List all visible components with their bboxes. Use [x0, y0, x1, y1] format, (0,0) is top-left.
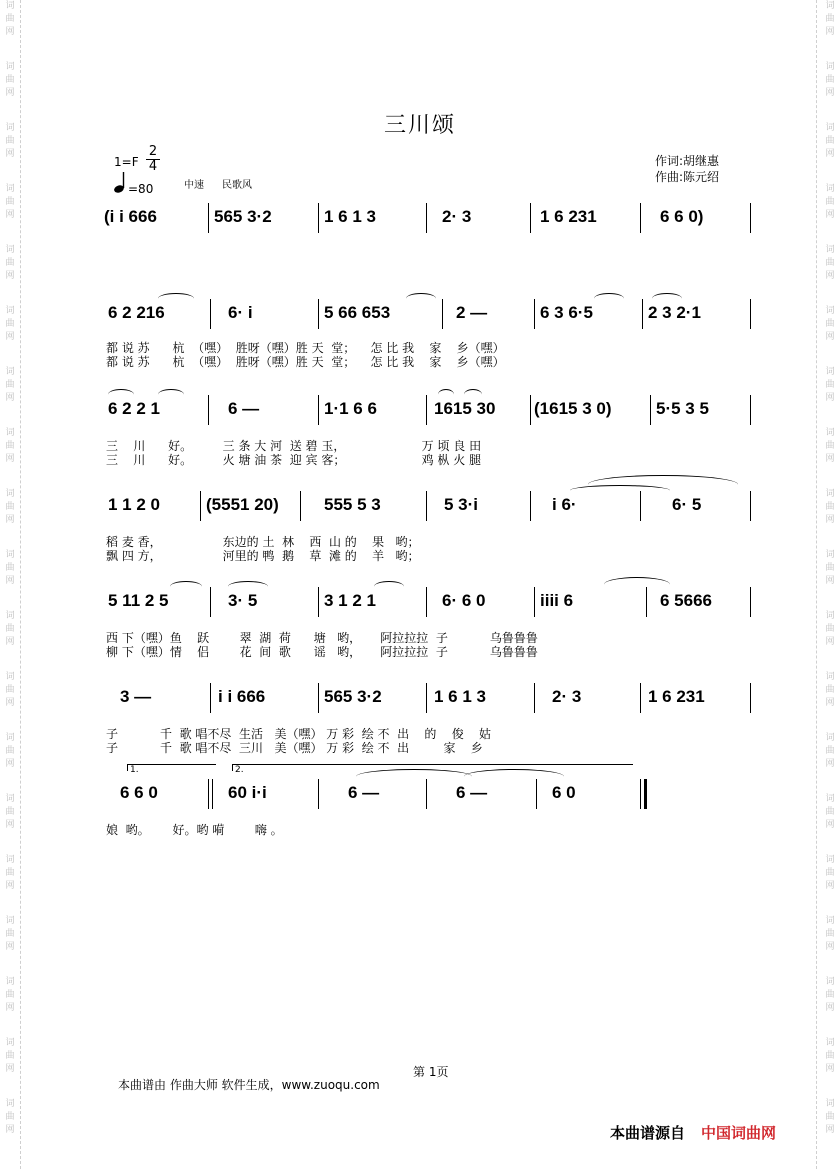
- watermark-glyph: 网: [5, 881, 15, 891]
- watermark-glyph: 网: [5, 271, 15, 281]
- watermark-glyph: 曲: [825, 685, 835, 695]
- watermark-glyph: 网: [825, 881, 835, 891]
- watermark-glyph: 词: [825, 367, 835, 377]
- watermark-glyph: 网: [5, 515, 15, 525]
- generator-credit: 本曲谱由 作曲大师 软件生成，www.zuoqu.com: [118, 1078, 380, 1092]
- watermark-glyph: 词: [5, 1, 15, 11]
- measure: 60 i·i: [228, 783, 267, 802]
- measure: 1 6 1 3: [434, 687, 486, 706]
- watermark-glyph: 曲: [825, 319, 835, 329]
- measure: 6 0: [552, 783, 576, 802]
- watermark-glyph: 词: [5, 184, 15, 194]
- watermark-glyph: 曲: [5, 990, 15, 1000]
- watermark-glyph: 词: [5, 611, 15, 621]
- watermark-glyph: 曲: [5, 807, 15, 817]
- measure: iiii 6: [540, 591, 574, 610]
- first-ending-bracket: 1.: [127, 764, 216, 771]
- time-top: 2: [148, 144, 158, 159]
- watermark-right: [823, 0, 837, 1159]
- key-signature: 1=F: [114, 155, 139, 169]
- watermark-glyph: 曲: [825, 929, 835, 939]
- measure: 5 3·i: [444, 495, 479, 514]
- watermark-glyph: 曲: [825, 502, 835, 512]
- lyrics-verse-1: 西 下（嘿）鱼 跃 翠 湖 荷 塘 哟， 阿拉拉拉 子 乌鲁鲁鲁: [106, 631, 538, 645]
- watermark-glyph: 词: [825, 1099, 835, 1109]
- measure: 555 5 3: [324, 495, 381, 514]
- watermark-glyph: 词: [825, 245, 835, 255]
- watermark-glyph: 词: [825, 123, 835, 133]
- watermark-glyph: 词: [825, 672, 835, 682]
- watermark-glyph: 词: [5, 977, 15, 987]
- watermark-glyph: 曲: [825, 1112, 835, 1122]
- watermark-glyph: 词: [5, 123, 15, 133]
- watermark-glyph: 网: [825, 454, 835, 464]
- lyrics-verse-2: 飘 四 方， 河里的 鸭 鹅 草 滩 的 羊 哟；: [106, 549, 420, 563]
- measure: (5551 20): [206, 495, 279, 514]
- measure: 6· 5: [672, 495, 702, 514]
- measure: 565 3·2: [324, 687, 382, 706]
- watermark-glyph: 网: [825, 149, 835, 159]
- watermark-glyph: 曲: [5, 441, 15, 451]
- watermark-glyph: 网: [5, 149, 15, 159]
- lyrics-verse-2: 子 千 歌 唱不尽 三川 美（嘿） 万 彩 绘 不 出 家 乡: [106, 741, 483, 755]
- watermark-glyph: 词: [5, 1038, 15, 1048]
- measure: 3· 5: [228, 591, 258, 610]
- watermark-glyph: 曲: [825, 136, 835, 146]
- watermark-glyph: 词: [825, 733, 835, 743]
- watermark-glyph: 曲: [5, 502, 15, 512]
- measure: 2 —: [456, 303, 488, 322]
- watermark-glyph: 词: [825, 611, 835, 621]
- watermark-glyph: 词: [825, 794, 835, 804]
- watermark-glyph: 网: [825, 332, 835, 342]
- watermark-glyph: 网: [825, 515, 835, 525]
- watermark-glyph: 词: [825, 855, 835, 865]
- watermark-glyph: 曲: [825, 868, 835, 878]
- watermark-glyph: 网: [5, 27, 15, 37]
- measure: (i i 666: [104, 207, 157, 226]
- watermark-glyph: 曲: [5, 746, 15, 756]
- watermark-glyph: 网: [5, 820, 15, 830]
- measure: 1615 30: [434, 399, 496, 418]
- watermark-glyph: 网: [825, 637, 835, 647]
- watermark-glyph: 网: [825, 1125, 835, 1135]
- speed-marking: 中速: [184, 180, 204, 191]
- watermark-glyph: 网: [825, 88, 835, 98]
- lyrics-verse-1: 稻 麦 香， 东边的 土 林 西 山 的 果 哟；: [106, 535, 420, 549]
- watermark-glyph: 网: [5, 759, 15, 769]
- watermark-glyph: 网: [825, 1064, 835, 1074]
- watermark-glyph: 网: [5, 454, 15, 464]
- watermark-glyph: 词: [5, 733, 15, 743]
- measure: 6 6 0): [660, 207, 704, 226]
- source-site-link[interactable]: 中国词曲网: [701, 1124, 777, 1142]
- watermark-glyph: 词: [5, 245, 15, 255]
- source-label: 本曲谱源自: [610, 1124, 686, 1142]
- measure: 1 6 231: [540, 207, 597, 226]
- watermark-glyph: 网: [825, 271, 835, 281]
- watermark-glyph: 曲: [825, 258, 835, 268]
- measure: 5 11 2 5: [108, 591, 169, 610]
- source-credit: [610, 1122, 776, 1143]
- lyrics-verse-1: 娘 哟。 好。哟 嗬 嗨 。: [106, 823, 283, 837]
- left-border: [20, 0, 21, 1169]
- measure: 6 3 6·5: [540, 303, 593, 322]
- watermark-glyph: 曲: [5, 197, 15, 207]
- watermark-glyph: 词: [5, 794, 15, 804]
- watermark-glyph: 曲: [5, 14, 15, 24]
- measure: 2· 3: [442, 207, 472, 226]
- second-ending-bracket: 2.: [232, 764, 633, 771]
- lyrics-verse-1: 都 说 苏 杭 （嘿） 胜呀（嘿）胜 天 堂； 怎 比 我 家 乡（嘿）: [106, 341, 505, 355]
- watermark-glyph: 曲: [5, 136, 15, 146]
- measure: 1·1 6 6: [324, 399, 377, 418]
- watermark-glyph: 曲: [825, 197, 835, 207]
- watermark-glyph: 网: [825, 576, 835, 586]
- tempo-value: =80: [128, 182, 154, 196]
- lyrics-verse-1: 子 千 歌 唱不尽 生活 美（嘿） 万 彩 绘 不 出 的 俊 姑: [106, 727, 491, 741]
- watermark-glyph: 词: [825, 916, 835, 926]
- watermark-glyph: 词: [825, 306, 835, 316]
- watermark-glyph: 网: [5, 88, 15, 98]
- measure: 6 2 216: [108, 303, 165, 322]
- watermark-glyph: 曲: [5, 380, 15, 390]
- measure: 565 3·2: [214, 207, 272, 226]
- watermark-glyph: 网: [5, 1003, 15, 1013]
- watermark-glyph: 曲: [825, 624, 835, 634]
- measure: i i 666: [218, 687, 266, 706]
- watermark-glyph: 词: [825, 1038, 835, 1048]
- watermark-glyph: 词: [825, 977, 835, 987]
- measure: 3 —: [120, 687, 152, 706]
- time-signature: [146, 145, 160, 174]
- watermark-glyph: 曲: [825, 75, 835, 85]
- watermark-glyph: 网: [5, 637, 15, 647]
- time-bottom: 4: [146, 159, 160, 174]
- watermark-glyph: 词: [5, 367, 15, 377]
- watermark-glyph: 词: [5, 489, 15, 499]
- measure: 1 1 2 0: [108, 495, 160, 514]
- measure: 1 6 1 3: [324, 207, 376, 226]
- watermark-glyph: 曲: [5, 1051, 15, 1061]
- page-number: 第 1页: [413, 1065, 449, 1079]
- measure: 6 5666: [660, 591, 712, 610]
- watermark-glyph: 词: [5, 428, 15, 438]
- composer: 作曲:陈元绍: [655, 170, 720, 184]
- watermark-glyph: 词: [825, 489, 835, 499]
- watermark-glyph: 网: [5, 698, 15, 708]
- watermark-glyph: 曲: [825, 14, 835, 24]
- watermark-glyph: 网: [5, 332, 15, 342]
- watermark-glyph: 词: [5, 916, 15, 926]
- lyrics-verse-2: 三 川 好。 火 塘 油 茶 迎 宾 客； 鸡 枞 火 腿: [106, 453, 482, 467]
- measure: 2 3 2·1: [648, 303, 701, 322]
- watermark-glyph: 词: [5, 1099, 15, 1109]
- watermark-glyph: 曲: [825, 990, 835, 1000]
- style-marking: 民歌风: [222, 180, 252, 191]
- watermark-glyph: 网: [825, 210, 835, 220]
- watermark-glyph: 网: [5, 942, 15, 952]
- watermark-glyph: 曲: [825, 807, 835, 817]
- watermark-glyph: 词: [5, 550, 15, 560]
- credits: [655, 153, 719, 185]
- watermark-glyph: 曲: [5, 685, 15, 695]
- lyrics-verse-1: 三 川 好。 三 条 大 河 送 碧 玉， 万 顷 良 田: [106, 439, 482, 453]
- measure: 6 2 2 1: [108, 399, 160, 418]
- watermark-glyph: 网: [5, 210, 15, 220]
- lyrics-verse-2: 都 说 苏 杭 （嘿） 胜呀（嘿）胜 天 堂； 怎 比 我 家 乡（嘿）: [106, 355, 505, 369]
- watermark-glyph: 网: [825, 1003, 835, 1013]
- watermark-glyph: 词: [825, 184, 835, 194]
- watermark-glyph: 词: [825, 550, 835, 560]
- measure: 6 6 0: [120, 783, 158, 802]
- watermark-glyph: 网: [825, 942, 835, 952]
- measure: (1615 3 0): [534, 399, 612, 418]
- page-title: 三川颂: [383, 113, 456, 138]
- watermark-glyph: 曲: [825, 380, 835, 390]
- watermark-glyph: 曲: [5, 1112, 15, 1122]
- watermark-glyph: 网: [825, 820, 835, 830]
- measure: 6 —: [348, 783, 380, 802]
- watermark-glyph: 曲: [825, 1051, 835, 1061]
- lyricist: 作词:胡继惠: [655, 154, 720, 168]
- watermark-glyph: 曲: [5, 75, 15, 85]
- measure: 2· 3: [552, 687, 582, 706]
- measure: 6 —: [456, 783, 488, 802]
- watermark-glyph: 曲: [5, 868, 15, 878]
- watermark-glyph: 曲: [5, 258, 15, 268]
- measure: 5 66 653: [324, 303, 391, 322]
- watermark-glyph: 网: [5, 576, 15, 586]
- watermark-glyph: 网: [825, 759, 835, 769]
- lyrics-verse-2: 柳 下（嘿）情 侣 花 间 歌 谣 哟， 阿拉拉拉 子 乌鲁鲁鲁: [106, 645, 538, 659]
- watermark-glyph: 网: [5, 393, 15, 403]
- measure: 5·5 3 5: [656, 399, 709, 418]
- watermark-glyph: 曲: [825, 563, 835, 573]
- right-border: [816, 0, 817, 1169]
- watermark-glyph: 网: [5, 1064, 15, 1074]
- watermark-glyph: 网: [825, 27, 835, 37]
- watermark-glyph: 词: [5, 306, 15, 316]
- watermark-glyph: 曲: [5, 563, 15, 573]
- measure: 1 6 231: [648, 687, 705, 706]
- measure: 3 1 2 1: [324, 591, 376, 610]
- measure: i 6·: [552, 495, 577, 514]
- watermark-glyph: 词: [825, 62, 835, 72]
- watermark-glyph: 词: [5, 672, 15, 682]
- watermark-glyph: 词: [825, 1, 835, 11]
- watermark-glyph: 曲: [5, 624, 15, 634]
- watermark-glyph: 曲: [825, 441, 835, 451]
- watermark-glyph: 词: [825, 428, 835, 438]
- watermark-glyph: 词: [5, 62, 15, 72]
- watermark-glyph: 曲: [5, 929, 15, 939]
- watermark-glyph: 网: [825, 393, 835, 403]
- watermark-glyph: 曲: [5, 319, 15, 329]
- watermark-left: [3, 0, 17, 1159]
- watermark-glyph: 网: [5, 1125, 15, 1135]
- watermark-glyph: 曲: [825, 746, 835, 756]
- watermark-glyph: 词: [5, 855, 15, 865]
- measure: 6· i: [228, 303, 253, 322]
- measure: 6 —: [228, 399, 260, 418]
- watermark-glyph: 网: [825, 698, 835, 708]
- measure: 6· 6 0: [442, 591, 486, 610]
